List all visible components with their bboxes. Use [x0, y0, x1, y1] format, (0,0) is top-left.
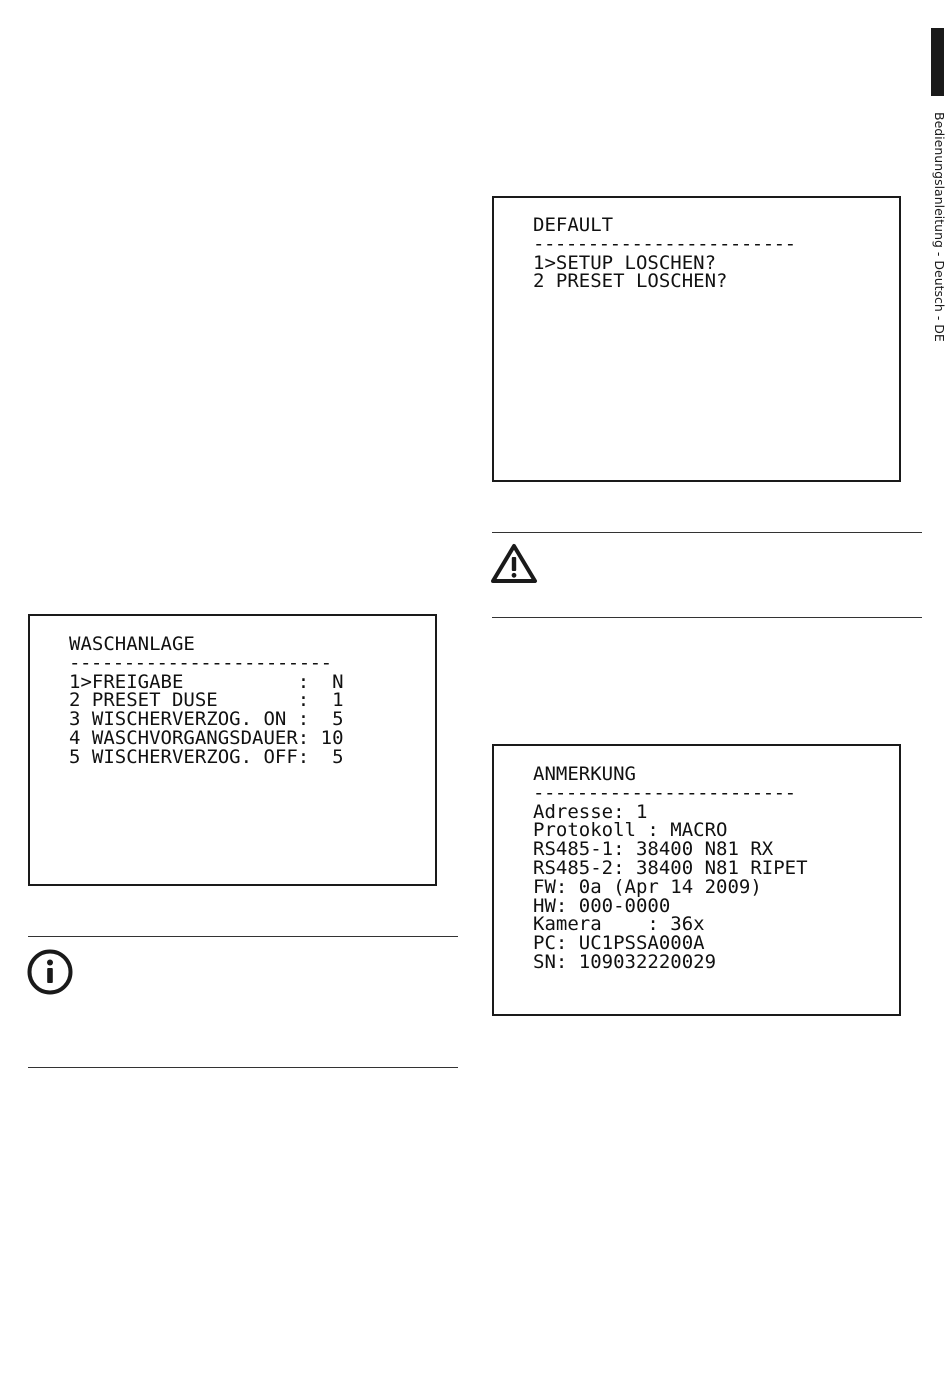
- osd-waschanlage-separator: ------------------------: [69, 653, 332, 673]
- osd-waschanlage-line-4: 4 WASCHVORGANGSDAUER: 10: [69, 726, 344, 749]
- osd-anmerkung-line-4: RS485-2: 38400 N81 RIPET: [533, 856, 808, 879]
- osd-waschanlage-line-1: 1>FREIGABE : N: [69, 670, 344, 693]
- osd-anmerkung-title: ANMERKUNG: [533, 763, 636, 785]
- osd-anmerkung-line-5: FW: 0a (Apr 14 2009): [533, 875, 762, 898]
- warning-note-top-rule: [492, 532, 922, 533]
- osd-anmerkung-line-3: RS485-1: 38400 N81 RX: [533, 838, 774, 861]
- warning-note-bottom-rule: [492, 617, 922, 618]
- osd-anmerkung-separator: ------------------------: [533, 783, 796, 803]
- osd-waschanlage-line-5: 5 WISCHERVERZOG. OFF: 5: [69, 745, 344, 768]
- osd-default-separator: ------------------------: [533, 234, 796, 254]
- section-tab-marker: [931, 28, 944, 96]
- osd-default-line-2: 2 PRESET LOSCHEN?: [533, 270, 728, 293]
- warning-triangle-icon: [490, 542, 538, 584]
- info-note-top-rule: [28, 936, 458, 937]
- info-note-bottom-rule: [28, 1067, 458, 1068]
- osd-anmerkung-line-2: Protokoll : MACRO: [533, 819, 728, 842]
- osd-default-line-1: 1>SETUP LOSCHEN?: [533, 251, 717, 274]
- osd-waschanlage-line-2: 2 PRESET DUSE : 1: [69, 689, 344, 712]
- info-circle-icon: [26, 948, 74, 996]
- side-language-label: Bedienungslanleitung - Deutsch - DE: [932, 112, 947, 342]
- osd-default-title: DEFAULT: [533, 214, 614, 236]
- osd-waschanlage-line-3: 3 WISCHERVERZOG. ON : 5: [69, 708, 344, 731]
- osd-waschanlage-menu: [28, 614, 437, 886]
- osd-anmerkung-line-8: PC: UC1PSSA000A: [533, 932, 705, 955]
- osd-default-menu: [492, 196, 901, 482]
- osd-anmerkung-line-6: HW: 000-0000: [533, 894, 671, 917]
- osd-anmerkung-line-9: SN: 109032220029: [533, 950, 717, 973]
- osd-anmerkung-line-1: Adresse: 1: [533, 800, 648, 823]
- osd-anmerkung-menu: [492, 744, 901, 1016]
- osd-waschanlage-title: WASCHANLAGE: [69, 633, 195, 655]
- osd-anmerkung-line-7: Kamera : 36x: [533, 913, 705, 936]
